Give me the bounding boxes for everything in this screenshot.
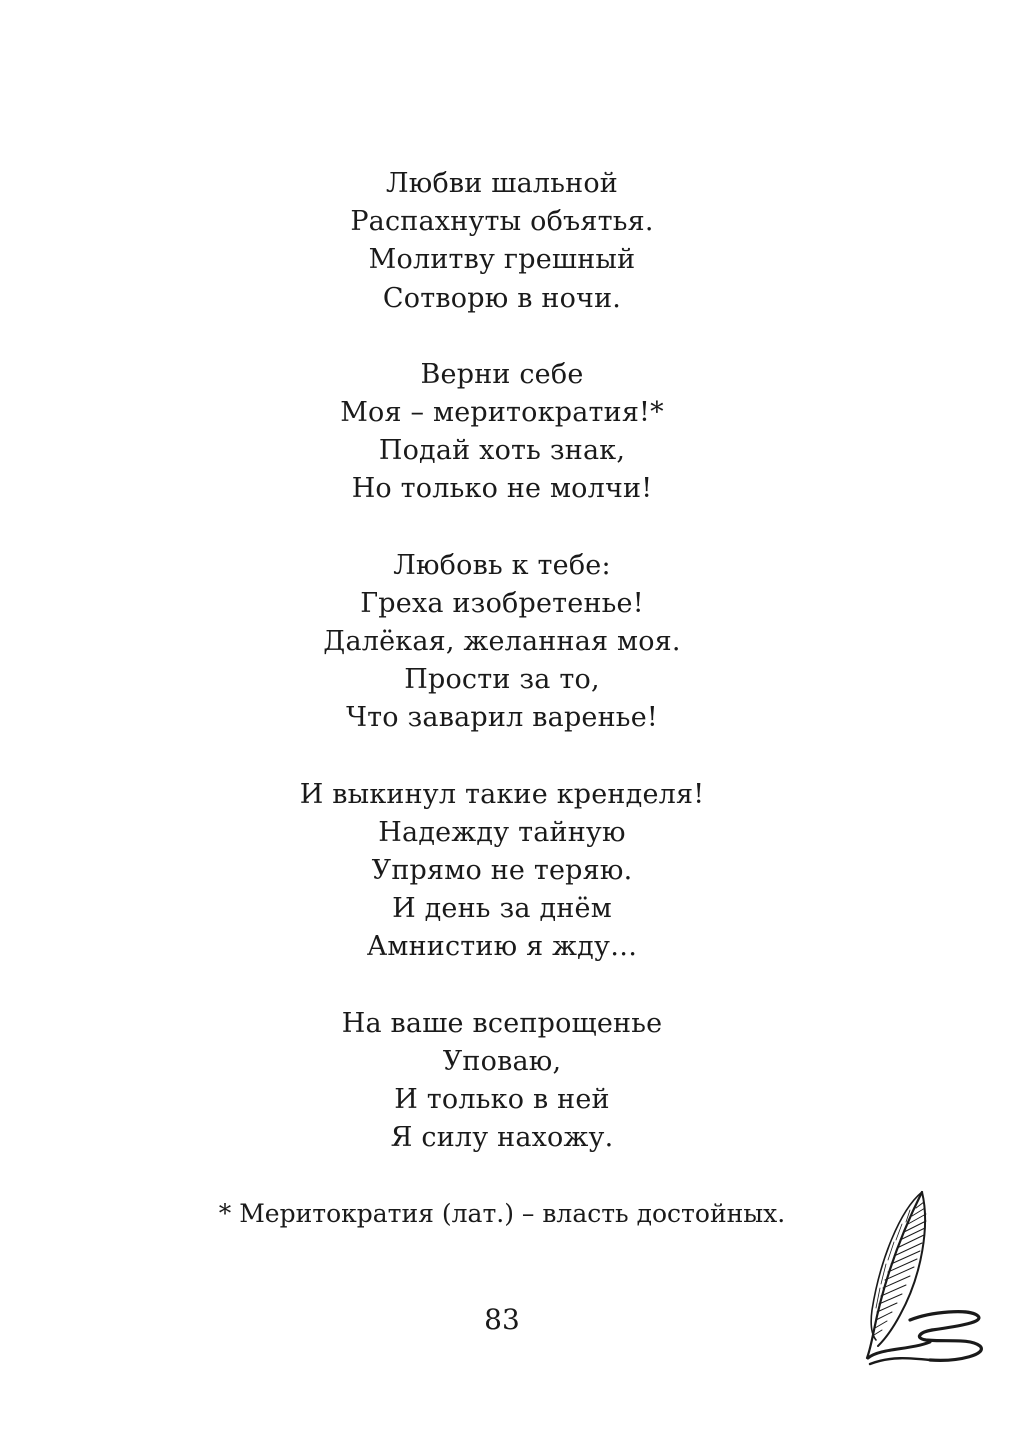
poem (0, 165, 1004, 1195)
poem-line: Амнистию я жду… (366, 931, 638, 963)
footnote: * Меритократия (лат.) – власть достойных. (218, 1199, 786, 1228)
poem-line: Упрямо не теряю. (371, 855, 633, 887)
poem-line: Молитву грешный (368, 244, 636, 276)
poem-line: Греха изобретенье! (360, 587, 644, 619)
poem-line: Я силу нахожу. (390, 1122, 614, 1154)
poem-line: Далёкая, желанная моя. (323, 626, 681, 658)
poem-line: И только в ней (394, 1084, 610, 1116)
poem-line: Надежду тайную (378, 816, 626, 848)
poem-line: Что заварил варенье! (346, 702, 658, 734)
stanza-5 (0, 1005, 1004, 1158)
quill-pen-icon (850, 1180, 1000, 1380)
poem-line: На ваше всепрощенье (341, 1007, 663, 1039)
stanza-2 (0, 356, 1004, 509)
poem-line: Верни себе (420, 358, 584, 390)
poem-line: Но только не молчи! (351, 473, 653, 505)
page-number: 83 (484, 1303, 520, 1336)
stanza-3 (0, 547, 1004, 738)
stanza-1 (0, 165, 1004, 318)
poem-line: И выкинул такие кренделя! (299, 778, 705, 810)
poem-line: И день за днём (392, 893, 612, 925)
poem-line: Любви шальной (386, 168, 618, 199)
poem-line: Моя – меритократия!* (340, 397, 664, 429)
poem-line: Распахнуты объятья. (350, 206, 654, 238)
poem-line: Сотворю в ночи. (382, 282, 622, 314)
poem-line: Любовь к тебе: (393, 549, 611, 581)
poem-line: Уповаю, (442, 1045, 562, 1077)
poem-line: Прости за то, (404, 664, 600, 696)
poem-line: Подай хоть знак, (378, 435, 626, 467)
stanza-4 (0, 776, 1004, 967)
